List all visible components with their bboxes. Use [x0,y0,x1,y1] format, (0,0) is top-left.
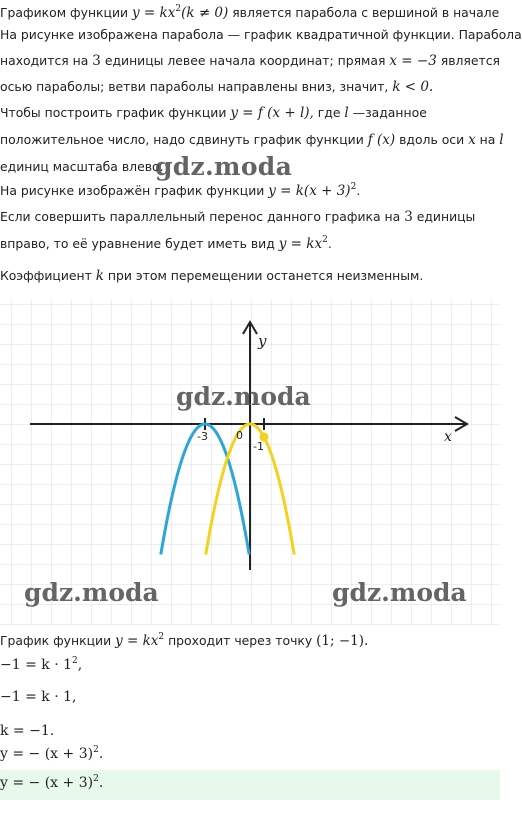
tick-minus1-label: -1 [253,440,264,453]
text-line-12: График функции $y = kx^2$ проходит через точку (1; −1). [0,632,369,649]
equation-3: k = −1. [0,723,55,739]
text-line-2: На рисунке изображена парабола — график квадратичной функции. Парабола [0,27,522,42]
text-line-10: вправо, то её уравнение будет иметь вид $y = kx^2$. [0,235,332,252]
equation-4: y = − $(x + 3)^2$. [0,745,104,762]
tick-zero-label: 0 [236,429,243,442]
text-line-4: осью параболы; ветви параболы направлены вниз, значит, k < 0. [0,79,434,95]
x-axis-label: x [444,429,452,445]
text-line-8: На рисунке изображён график функции $y = k(x + 3)^2$. [0,182,361,199]
y-axis-label: y [258,332,267,350]
text-line-1: Графиком функции $y = kx^2(k \ne 0)$ является парабола с вершиной в начале [0,4,500,21]
equation-2: −1 = k · 1, [0,689,77,705]
watermark-graph-left: gdz.moda [24,578,159,607]
watermark-graph-right: gdz.moda [332,578,467,607]
parabola-graph [0,300,500,625]
equation-answer: y = − $(x + 3)^2$. [0,774,104,791]
text-line-7: единиц масштаба влево. [0,159,164,174]
watermark: gdz.moda [155,152,293,181]
text-line-6: положительное число, надо сдвинуть график функции f (x) вдоль оси x на l [0,132,504,148]
equation-1: $-1 = k \cdot 1^2$, [0,656,83,673]
watermark-graph-center: gdz.moda [176,382,311,411]
text-line-3: находится на 3 единицы левее начала координат; прямая x = −3 является [0,53,500,69]
text-line-9: Если совершить параллельный перенос данного графика на 3 единицы [0,209,476,225]
text-line-5: Чтобы построить график функции y = f (x + l), где l —заданное [0,105,427,121]
text-line-11: Коэффициент k при этом перемещении останется неизменным. [0,268,424,284]
tick-minus3-label: -3 [197,430,208,443]
